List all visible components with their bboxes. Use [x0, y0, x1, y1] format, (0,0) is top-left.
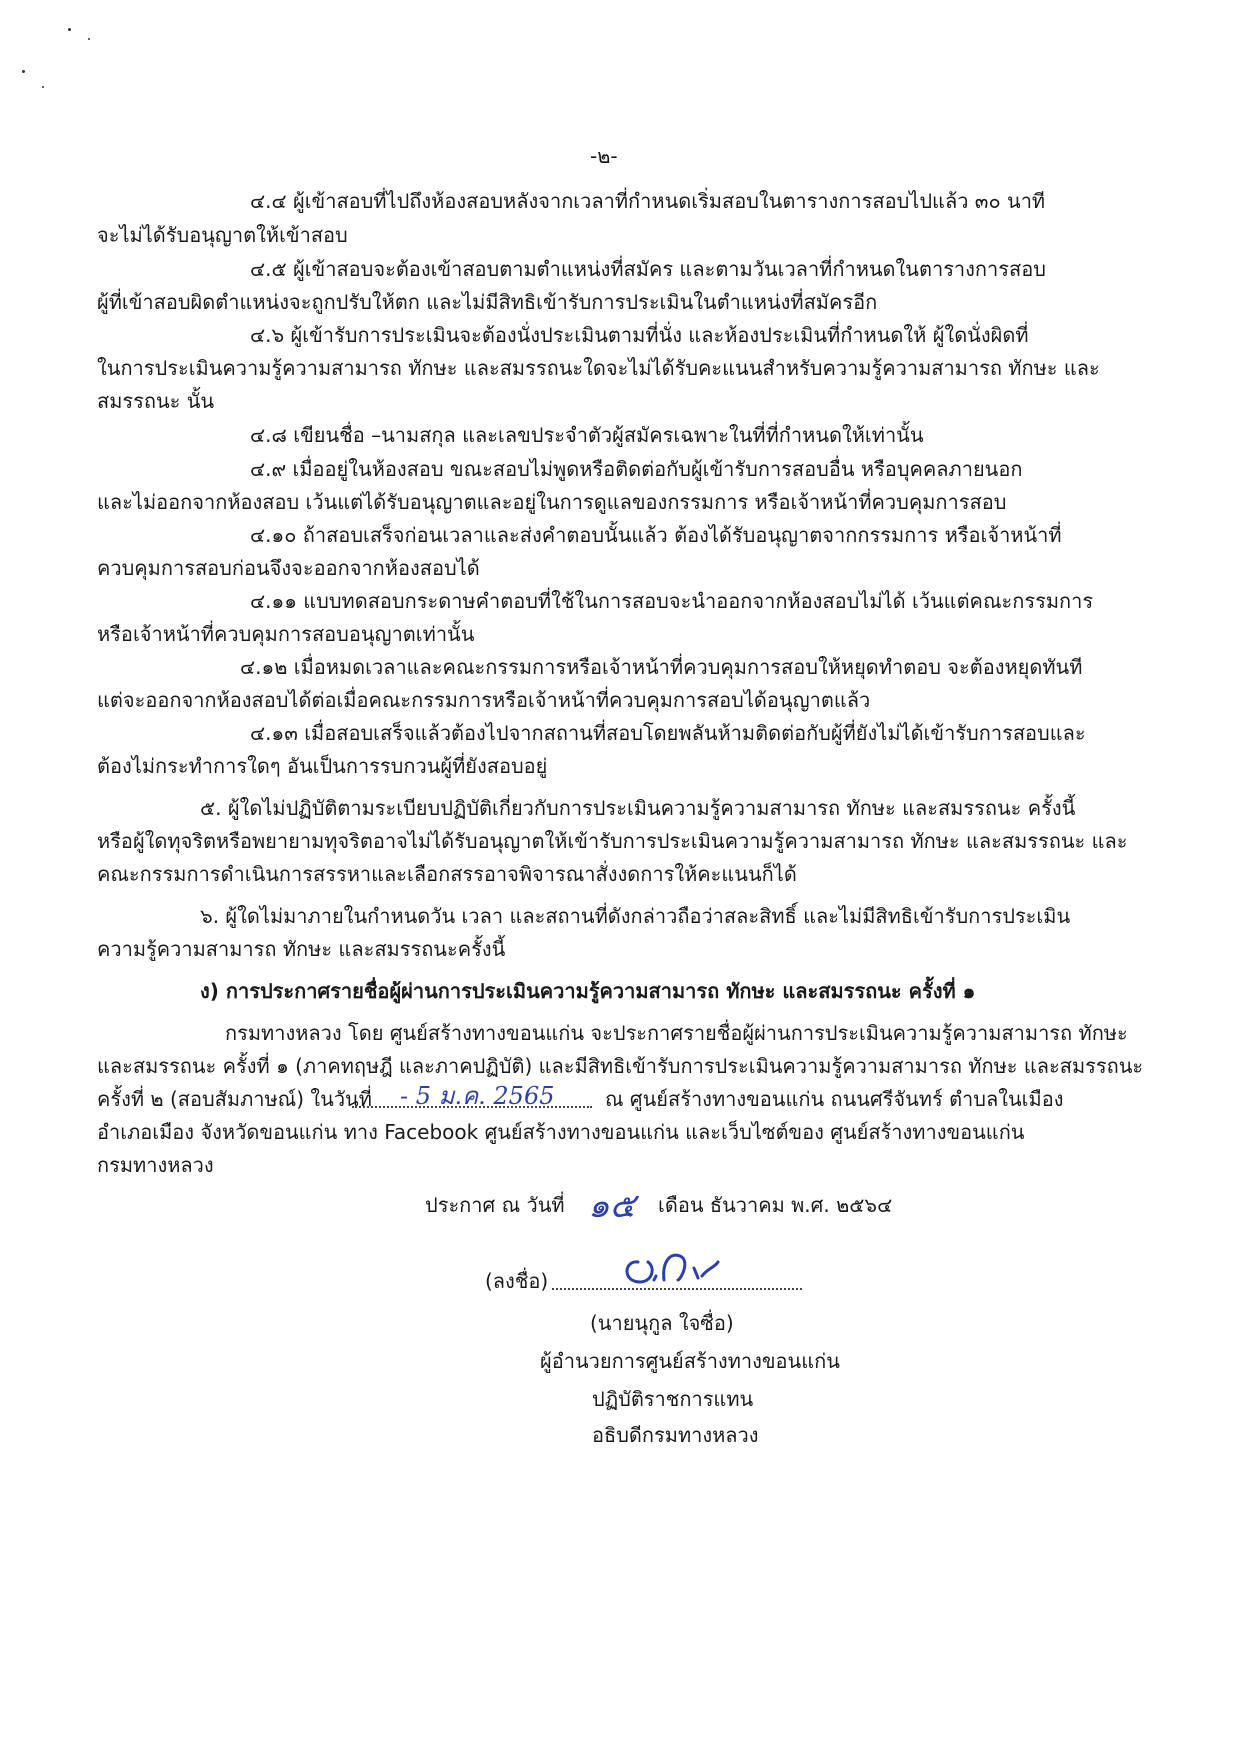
- text-line: ควบคุมการสอบก่อนจึงจะออกจากห้องสอบได้: [97, 556, 480, 580]
- text-line: หรือผู้ใดทุจริตหรือพยายามทุจริตอาจไม่ได้รับอนุญาตให้เข้ารับการประเมินความรู้ความสามารถ ทักษะ และสมรรถนะ และ: [97, 829, 1128, 853]
- text-line: ความรู้ความสามารถ ทักษะ และสมรรถนะครั้งนี้: [97, 937, 506, 961]
- signer-position: อธิบดีกรมทางหลวง: [592, 1423, 759, 1447]
- text-line: ๔.๑๒ เมื่อหมดเวลาและคณะกรรมการหรือเจ้าหน้าที่ควบคุมการสอบให้หยุดทำตอบ จะต้องหยุดทันที: [240, 655, 1083, 679]
- text-line: หรือเจ้าหน้าที่ควบคุมการสอบอนุญาตเท่านั้น: [97, 622, 475, 646]
- announce-month: เดือน ธันวาคม พ.ศ. ๒๕๖๔: [658, 1193, 893, 1217]
- text-line: ครั้งที่ ๒ (สอบสัมภาษณ์) ในวันที่: [97, 1087, 372, 1111]
- scan-speck: [88, 38, 90, 40]
- text-line: ๔.๙ เมื่ออยู่ในห้องสอบ ขณะสอบไม่พูดหรือติดต่อกับผู้เข้ารับการสอบอื่น หรือบุคคลภายนอก: [250, 457, 1023, 481]
- text-line: ในการประเมินความรู้ความสามารถ ทักษะ และสมรรถนะใดจะไม่ได้รับคะแนนสำหรับความรู้ความสามารถ ทักษะ และ: [97, 356, 1100, 380]
- text-line: แต่จะออกจากห้องสอบได้ต่อเมื่อคณะกรรมการหรือเจ้าหน้าที่ควบคุมการสอบได้อนุญาตแล้ว: [97, 688, 871, 712]
- text-line: สมรรถนะ นั้น: [97, 389, 215, 413]
- text-line: ๔.๕ ผู้เข้าสอบจะต้องเข้าสอบตามตำแหน่งที่สมัคร และตามวันเวลาที่กำหนดในตารางการสอบ: [250, 257, 1046, 281]
- text-line: ๔.๖ ผู้เข้ารับการประเมินจะต้องนั่งประเมินตามที่นั่ง และห้องประเมินที่กำหนดให้ ผู้ใดนั่งผิดที่: [250, 323, 1029, 347]
- page-number: -๒-: [590, 144, 618, 168]
- signer-position: ปฏิบัติราชการแทน: [592, 1387, 754, 1411]
- scan-speck: [42, 86, 44, 88]
- scan-speck: [68, 28, 71, 31]
- text-line: ต้องไม่กระทำการใดๆ อันเป็นการรบกวนผู้ที่ยังสอบอยู่: [97, 754, 548, 778]
- text-line: อำเภอเมือง จังหวัดขอนแก่น ทาง Facebook ศูนย์สร้างทางขอนแก่น และเว็บไซต์ของ ศูนย์สร้างทางขอนแก่น: [97, 1120, 1025, 1144]
- text-line: จะไม่ได้รับอนุญาตให้เข้าสอบ: [97, 223, 348, 247]
- text-line: และสมรรถนะ ครั้งที่ ๑ (ภาคทฤษฎี และภาคปฏิบัติ) และมีสิทธิเข้ารับการประเมินความรู้ความสามารถ ทักษะ และสมรรถนะ: [97, 1054, 1144, 1078]
- text-line: กรมทางหลวง โดย ศูนย์สร้างทางขอนแก่น จะประกาศรายชื่อผู้ผ่านการประเมินความรู้ความสามารถ ทักษะ: [225, 1021, 1128, 1045]
- text-line: ผู้ที่เข้าสอบผิดตำแหน่งจะถูกปรับให้ตก และไม่มีสิทธิเข้ารับการประเมินในตำแหน่งที่สมัครอีก: [97, 290, 878, 314]
- text-line: ๕. ผู้ใดไม่ปฏิบัติตามระเบียบปฏิบัติเกี่ยวกับการประเมินความรู้ความสามารถ ทักษะ และสมรรถนะ ครั้งนี้: [200, 796, 1076, 820]
- text-line: ๔.๑๓ เมื่อสอบเสร็จแล้วต้องไปจากสถานที่สอบโดยพลันห้ามติดต่อกับผู้ที่ยังไม่ได้เข้ารับการสอบและ: [250, 721, 1086, 745]
- scan-speck: [22, 70, 25, 73]
- handwritten-date: - 5 ม.ค. 2565: [400, 1082, 555, 1110]
- sign-label: (ลงชื่อ): [485, 1269, 549, 1293]
- signer-position: ผู้อำนวยการศูนย์สร้างทางขอนแก่น: [540, 1349, 840, 1373]
- text-line: กรมทางหลวง: [97, 1153, 214, 1177]
- text-line: และไม่ออกจากห้องสอบ เว้นแต่ได้รับอนุญาตและอยู่ในการดูแลของกรรมการ หรือเจ้าหน้าที่ควบคุมการสอบ: [97, 490, 1007, 514]
- section-heading: ง) การประกาศรายชื่อผู้ผ่านการประเมินความรู้ความสามารถ ทักษะ และสมรรถนะ ครั้งที่ ๑: [200, 979, 976, 1003]
- text-line: ๔.๔ ผู้เข้าสอบที่ไปถึงห้องสอบหลังจากเวลาที่กำหนดเริ่มสอบในตารางการสอบไปแล้ว ๓๐ นาที: [250, 189, 1046, 213]
- text-line: ๖. ผู้ใดไม่มาภายในกำหนดวัน เวลา และสถานที่ดังกล่าวถือว่าสละสิทธิ์ และไม่มีสิทธิเข้ารับการประเมิน: [200, 904, 1071, 928]
- text-line: คณะกรรมการดำเนินการสรรหาและเลือกสรรอาจพิจารณาสั่งงดการให้คะแนนก็ได้: [97, 862, 797, 886]
- signer-name: (นายนุกูล ใจซื่อ): [590, 1311, 734, 1335]
- text-line: ๔.๑๐ ถ้าสอบเสร็จก่อนเวลาและส่งคำตอบนั้นแล้ว ต้องได้รับอนุญาตจากกรรมการ หรือเจ้าหน้าที่: [250, 523, 1062, 547]
- text-line: ณ ศูนย์สร้างทางขอนแก่น ถนนศรีจันทร์ ตำบลในเมือง: [605, 1087, 1064, 1111]
- text-line: ๔.๘ เขียนชื่อ –นามสกุล และเลขประจำตัวผู้สมัครเฉพาะในที่ที่กำหนดให้เท่านั้น: [250, 423, 924, 447]
- announce-day: ๑๕: [588, 1186, 636, 1226]
- announce-prefix: ประกาศ ณ วันที่: [425, 1193, 565, 1217]
- text-line: ๔.๑๑ แบบทดสอบกระดาษคำตอบที่ใช้ในการสอบจะนำออกจากห้องสอบไม่ได้ เว้นแต่คณะกรรมการ: [250, 589, 1094, 613]
- handwritten-signature: [618, 1232, 748, 1292]
